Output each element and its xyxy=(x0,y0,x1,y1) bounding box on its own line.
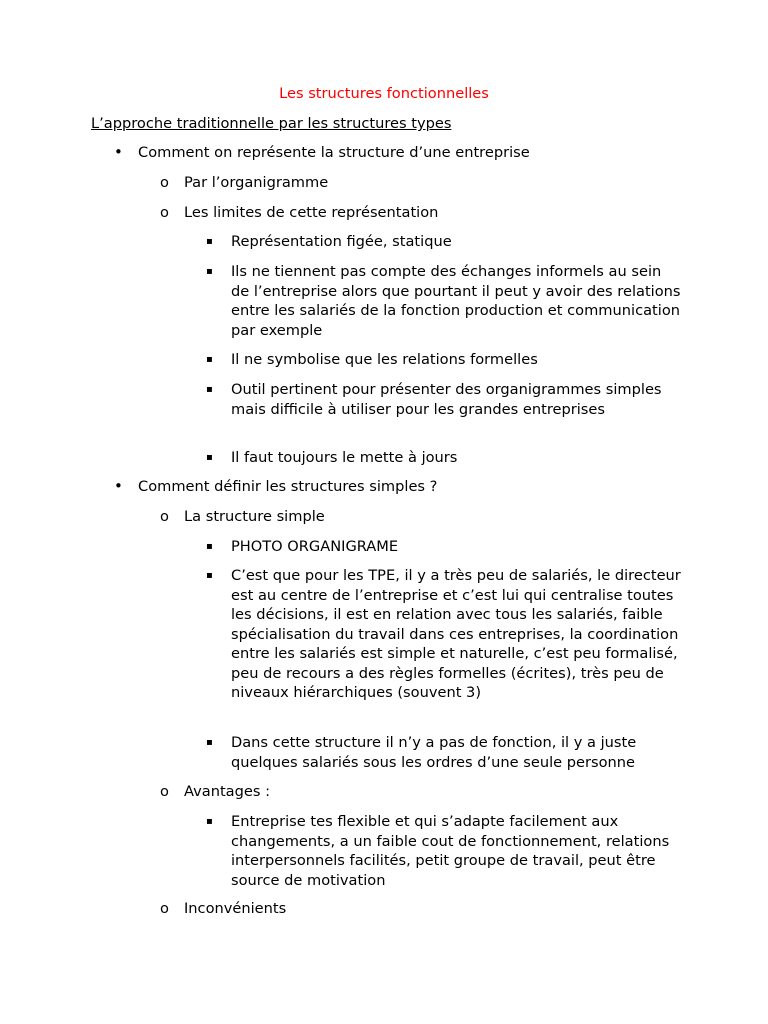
detail-text: Dans cette structure il n’y a pas de fonction, il y a juste quelques salariés sous les ordres d’une seule personne xyxy=(231,734,637,771)
bullet-item xyxy=(114,143,698,163)
detail-text: Il faut toujours le mette à jours xyxy=(231,449,458,466)
bullet-marker: • xyxy=(114,477,123,495)
detail-item xyxy=(206,812,681,890)
sub-item xyxy=(160,782,704,802)
detail-text: Entreprise tes flexible et qui s’adapte facilement aux changements, a un faible cout de fonctionnement, relations interpersonnels facilités, petit groupe de travail, peut être source de motivation xyxy=(231,813,670,889)
detail-text: Ils ne tiennent pas compte des échanges informels au sein de l’entreprise alors que pourtant il peut y avoir des relations entre les salariés de la fonction production et communication par exemple xyxy=(231,263,681,339)
detail-item xyxy=(206,232,681,252)
bullet-marker: • xyxy=(114,143,123,161)
section-heading: L’approche traditionnelle par les structures types xyxy=(91,115,452,132)
bullet-text: Comment on représente la structure d’une entreprise xyxy=(138,144,530,161)
sub-item-text: Par l’organigramme xyxy=(184,174,329,191)
bullet-text: Comment définir les structures simples ? xyxy=(138,478,438,495)
detail-marker: ▪ xyxy=(206,816,213,827)
sub-item-text: La structure simple xyxy=(184,508,325,525)
detail-item xyxy=(206,350,681,370)
detail-item xyxy=(206,262,681,340)
detail-text: Il ne symbolise que les relations formelles xyxy=(231,351,538,368)
sub-item-marker: o xyxy=(160,174,169,191)
sub-item xyxy=(160,203,704,223)
sub-item-marker: o xyxy=(160,783,169,800)
detail-marker: ▪ xyxy=(206,354,213,365)
bullet-item xyxy=(114,477,698,497)
detail-text: C’est que pour les TPE, il y a très peu de salariés, le directeur est au centre de l’entreprise et c’est lui qui centralise toutes les décisions, il est en relation avec tous les salariés, faible spécialisation du travail dans ces entreprises, la coordination entre les salariés est simple et naturelle, c’est peu formalisé, peu de recours a des règles formelles (écrites), très peu de niveaux hiérarchiques (souvent 3) xyxy=(231,567,681,701)
detail-marker: ▪ xyxy=(206,266,213,277)
detail-item xyxy=(206,537,681,557)
sub-item xyxy=(160,507,704,527)
detail-text: Outil pertinent pour présenter des organigrammes simples mais difficile à utiliser pour les grandes entreprises xyxy=(231,381,662,418)
sub-item-text: Les limites de cette représentation xyxy=(184,204,439,221)
detail-text: PHOTO ORGANIGRAME xyxy=(231,538,399,555)
detail-marker: ▪ xyxy=(206,236,213,247)
detail-item xyxy=(206,380,681,419)
sub-item-text: Avantages : xyxy=(184,783,271,800)
detail-marker: ▪ xyxy=(206,452,213,463)
detail-marker: ▪ xyxy=(206,737,213,748)
detail-item xyxy=(206,566,681,703)
sub-item-marker: o xyxy=(160,900,169,917)
sub-item-marker: o xyxy=(160,204,169,221)
sub-item xyxy=(160,899,704,919)
sub-item xyxy=(160,173,704,193)
detail-marker: ▪ xyxy=(206,570,213,581)
sub-item-marker: o xyxy=(160,508,169,525)
detail-item xyxy=(206,448,681,468)
detail-item xyxy=(206,733,681,772)
detail-marker: ▪ xyxy=(206,541,213,552)
document-title: Les structures fonctionnelles xyxy=(279,85,489,102)
detail-marker: ▪ xyxy=(206,384,213,395)
sub-item-text: Inconvénients xyxy=(184,900,287,917)
detail-text: Représentation figée, statique xyxy=(231,233,452,250)
